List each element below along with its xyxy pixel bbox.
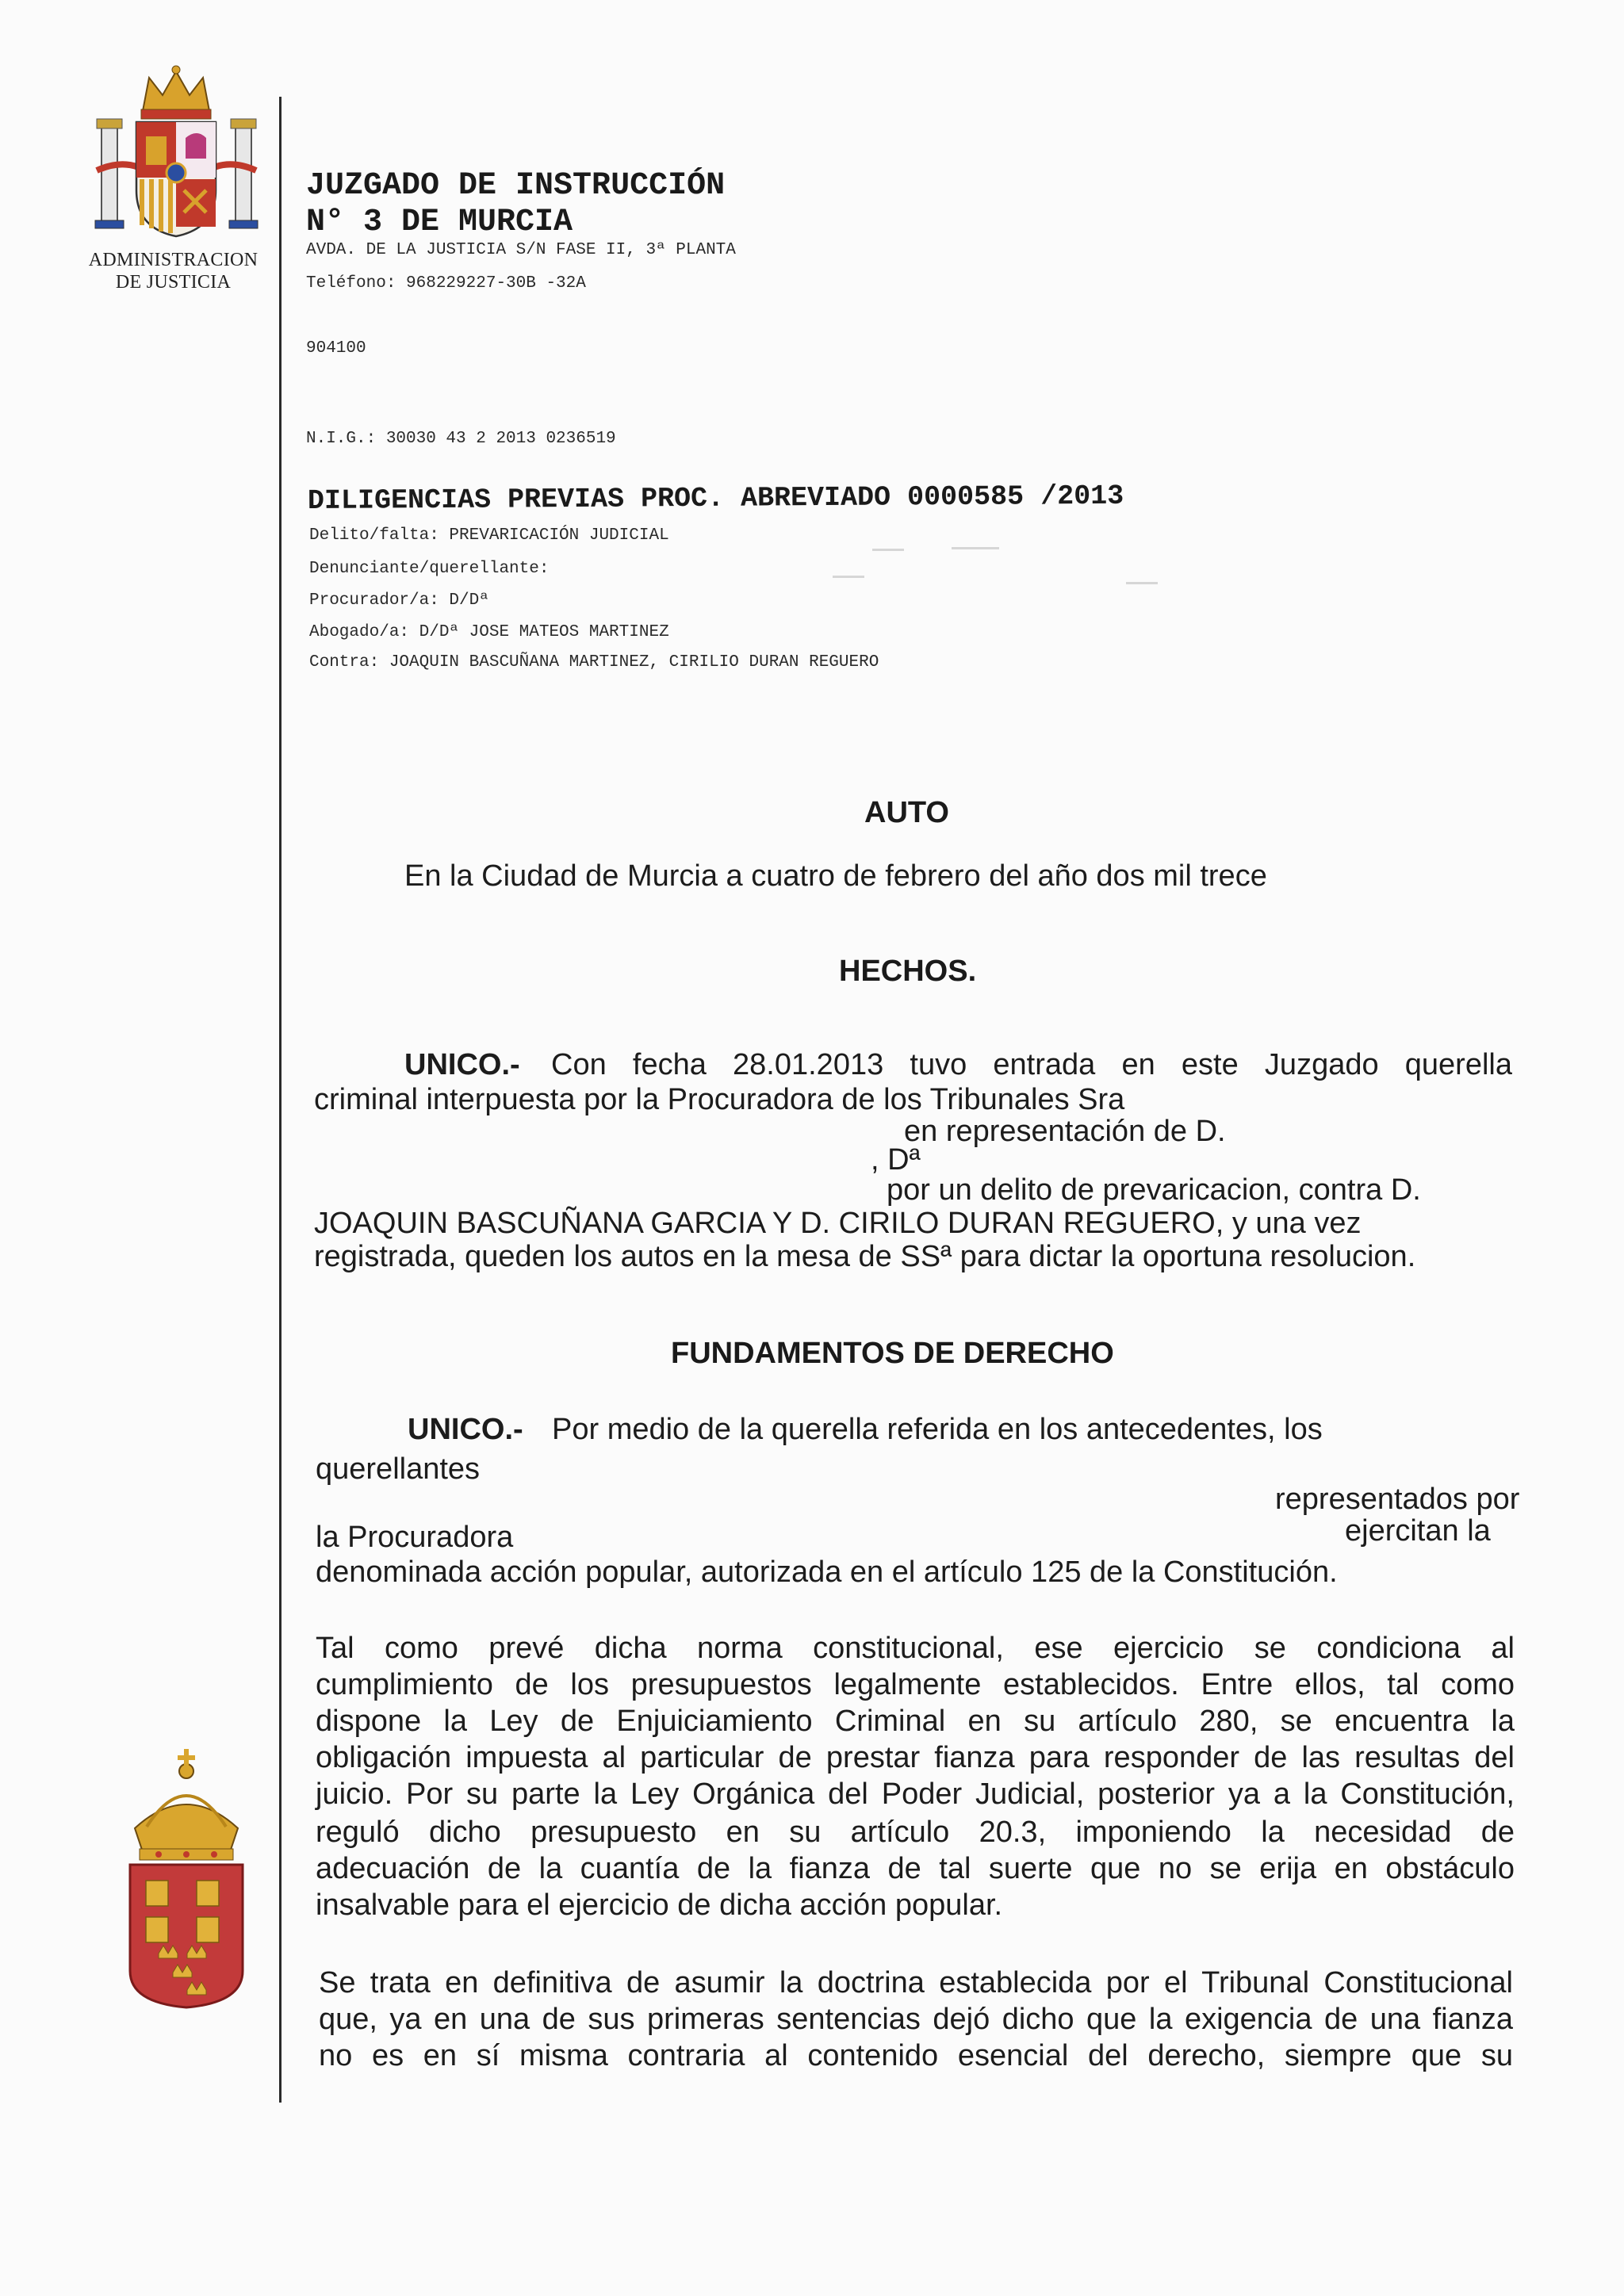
- fundamentos-line-1: Por medio de la querella referida en los antecedentes, los: [552, 1413, 1323, 1446]
- fundamentos-line-2: querellantes: [316, 1452, 481, 1486]
- hechos-line-2: criminal interpuesta por la Procuradora de los Tribunales Sra: [314, 1083, 1125, 1116]
- court-phone: Teléfono: 968229227-30B -32A: [306, 274, 586, 293]
- hechos-line-5: JOAQUIN BASCUÑANA GARCIA Y D. CIRILO DURAN REGUERO, y una vez: [314, 1207, 1362, 1240]
- para2-line: dispone la Ley de Enjuiciamiento Criminal en su artículo 280, se encuentra la: [316, 1705, 1515, 1738]
- para3-line: no es en sí misma contraria al contenido esencial del derecho, siempre que su: [319, 2039, 1513, 2072]
- case-delito: Delito/falta: PREVARICACIÓN JUDICIAL: [309, 526, 669, 545]
- case-abogado: Abogado/a: D/Dª JOSE MATEOS MARTINEZ: [309, 623, 669, 641]
- fundamentos-line-4a: la Procuradora: [316, 1521, 514, 1554]
- para2-line: obligación impuesta al particular de prestar fianza para responder de las resultas del: [316, 1741, 1515, 1774]
- case-denunciante: Denunciante/querellante:: [309, 560, 550, 578]
- place-date: En la Ciudad de Murcia a cuatro de febrero del año dos mil trece: [404, 859, 1267, 893]
- case-contra: Contra: JOAQUIN BASCUÑANA MARTINEZ, CIRILIO DURAN REGUERO: [309, 653, 879, 672]
- internal-code: 904100: [306, 339, 366, 358]
- spain-coat-of-arms-icon: [87, 63, 266, 246]
- para2-line: adecuación de la cuantía de la fianza de tal suerte que no se erija en obstáculo: [316, 1852, 1515, 1885]
- agency-line-1: ADMINISTRACION: [88, 250, 259, 270]
- redaction-trace: [1126, 582, 1158, 584]
- hechos-line-3: en representación de D.: [904, 1115, 1226, 1148]
- para2-line: juicio. Por su parte la Ley Orgánica del Poder Judicial, posterior ya a la Constitución,: [316, 1777, 1515, 1811]
- agency-line-2: DE JUSTICIA: [115, 272, 232, 293]
- para2-line: cumplimiento de los presupuestos legalmente establecidos. Entre ellos, tal como: [316, 1668, 1515, 1701]
- court-line-1: JUZGADO DE INSTRUCCIÓN: [306, 168, 726, 204]
- hechos-line-4: por un delito de prevaricacion, contra D.: [887, 1173, 1421, 1207]
- hechos-heading: HECHOS.: [839, 955, 977, 988]
- para2-line: reguló dicho presupuesto en su artículo 20.3, imponiendo la necesidad de: [316, 1816, 1515, 1849]
- hechos-line-3b: , Dª: [871, 1143, 921, 1177]
- court-address: AVDA. DE LA JUSTICIA S/N FASE II, 3ª PLANTA: [306, 241, 736, 259]
- para3-line: que, ya en una de sus primeras sentencias dejó dicho que la exigencia de una fianza: [319, 2003, 1513, 2036]
- fundamentos-heading: FUNDAMENTOS DE DERECHO: [671, 1337, 1114, 1370]
- auto-heading: AUTO: [864, 796, 949, 829]
- hechos-line-6: registrada, queden los autos en la mesa de SSª para dictar la oportuna resolucion.: [314, 1240, 1416, 1273]
- court-line-2: N° 3 DE MURCIA: [306, 205, 573, 240]
- para3-line: Se trata en definitiva de asumir la doctrina establecida por el Tribunal Constitucional: [319, 1966, 1513, 1999]
- nig-number: N.I.G.: 30030 43 2 2013 0236519: [306, 430, 616, 448]
- fundamentos-line-5: denominada acción popular, autorizada en el artículo 125 de la Constitución.: [316, 1556, 1338, 1589]
- case-procurador: Procurador/a: D/Dª: [309, 591, 489, 610]
- fundamentos-line-3: representados por: [1275, 1483, 1520, 1516]
- para2-line: Tal como prevé dicha norma constitucional, ese ejercicio se condiciona al: [316, 1632, 1515, 1665]
- murcia-coat-of-arms-icon: [119, 1733, 254, 2011]
- para2-line: insalvable para el ejercicio de dicha acción popular.: [316, 1888, 1003, 1922]
- redaction-trace: [872, 549, 904, 551]
- redaction-trace: [833, 576, 864, 578]
- agency-label: [76, 249, 270, 293]
- case-title: DILIGENCIAS PREVIAS PROC. ABREVIADO 0000585 /2013: [307, 480, 1124, 517]
- hechos-unico-label: UNICO.-: [404, 1048, 520, 1081]
- hechos-line-1: Con fecha 28.01.2013 tuvo entrada en este Juzgado querella: [551, 1048, 1512, 1081]
- margin-rule: [279, 97, 282, 2103]
- fundamentos-line-4b: ejercitan la: [1345, 1514, 1491, 1548]
- fundamentos-unico-label: UNICO.-: [408, 1413, 523, 1446]
- court-name: [306, 168, 725, 241]
- redaction-trace: [952, 547, 999, 549]
